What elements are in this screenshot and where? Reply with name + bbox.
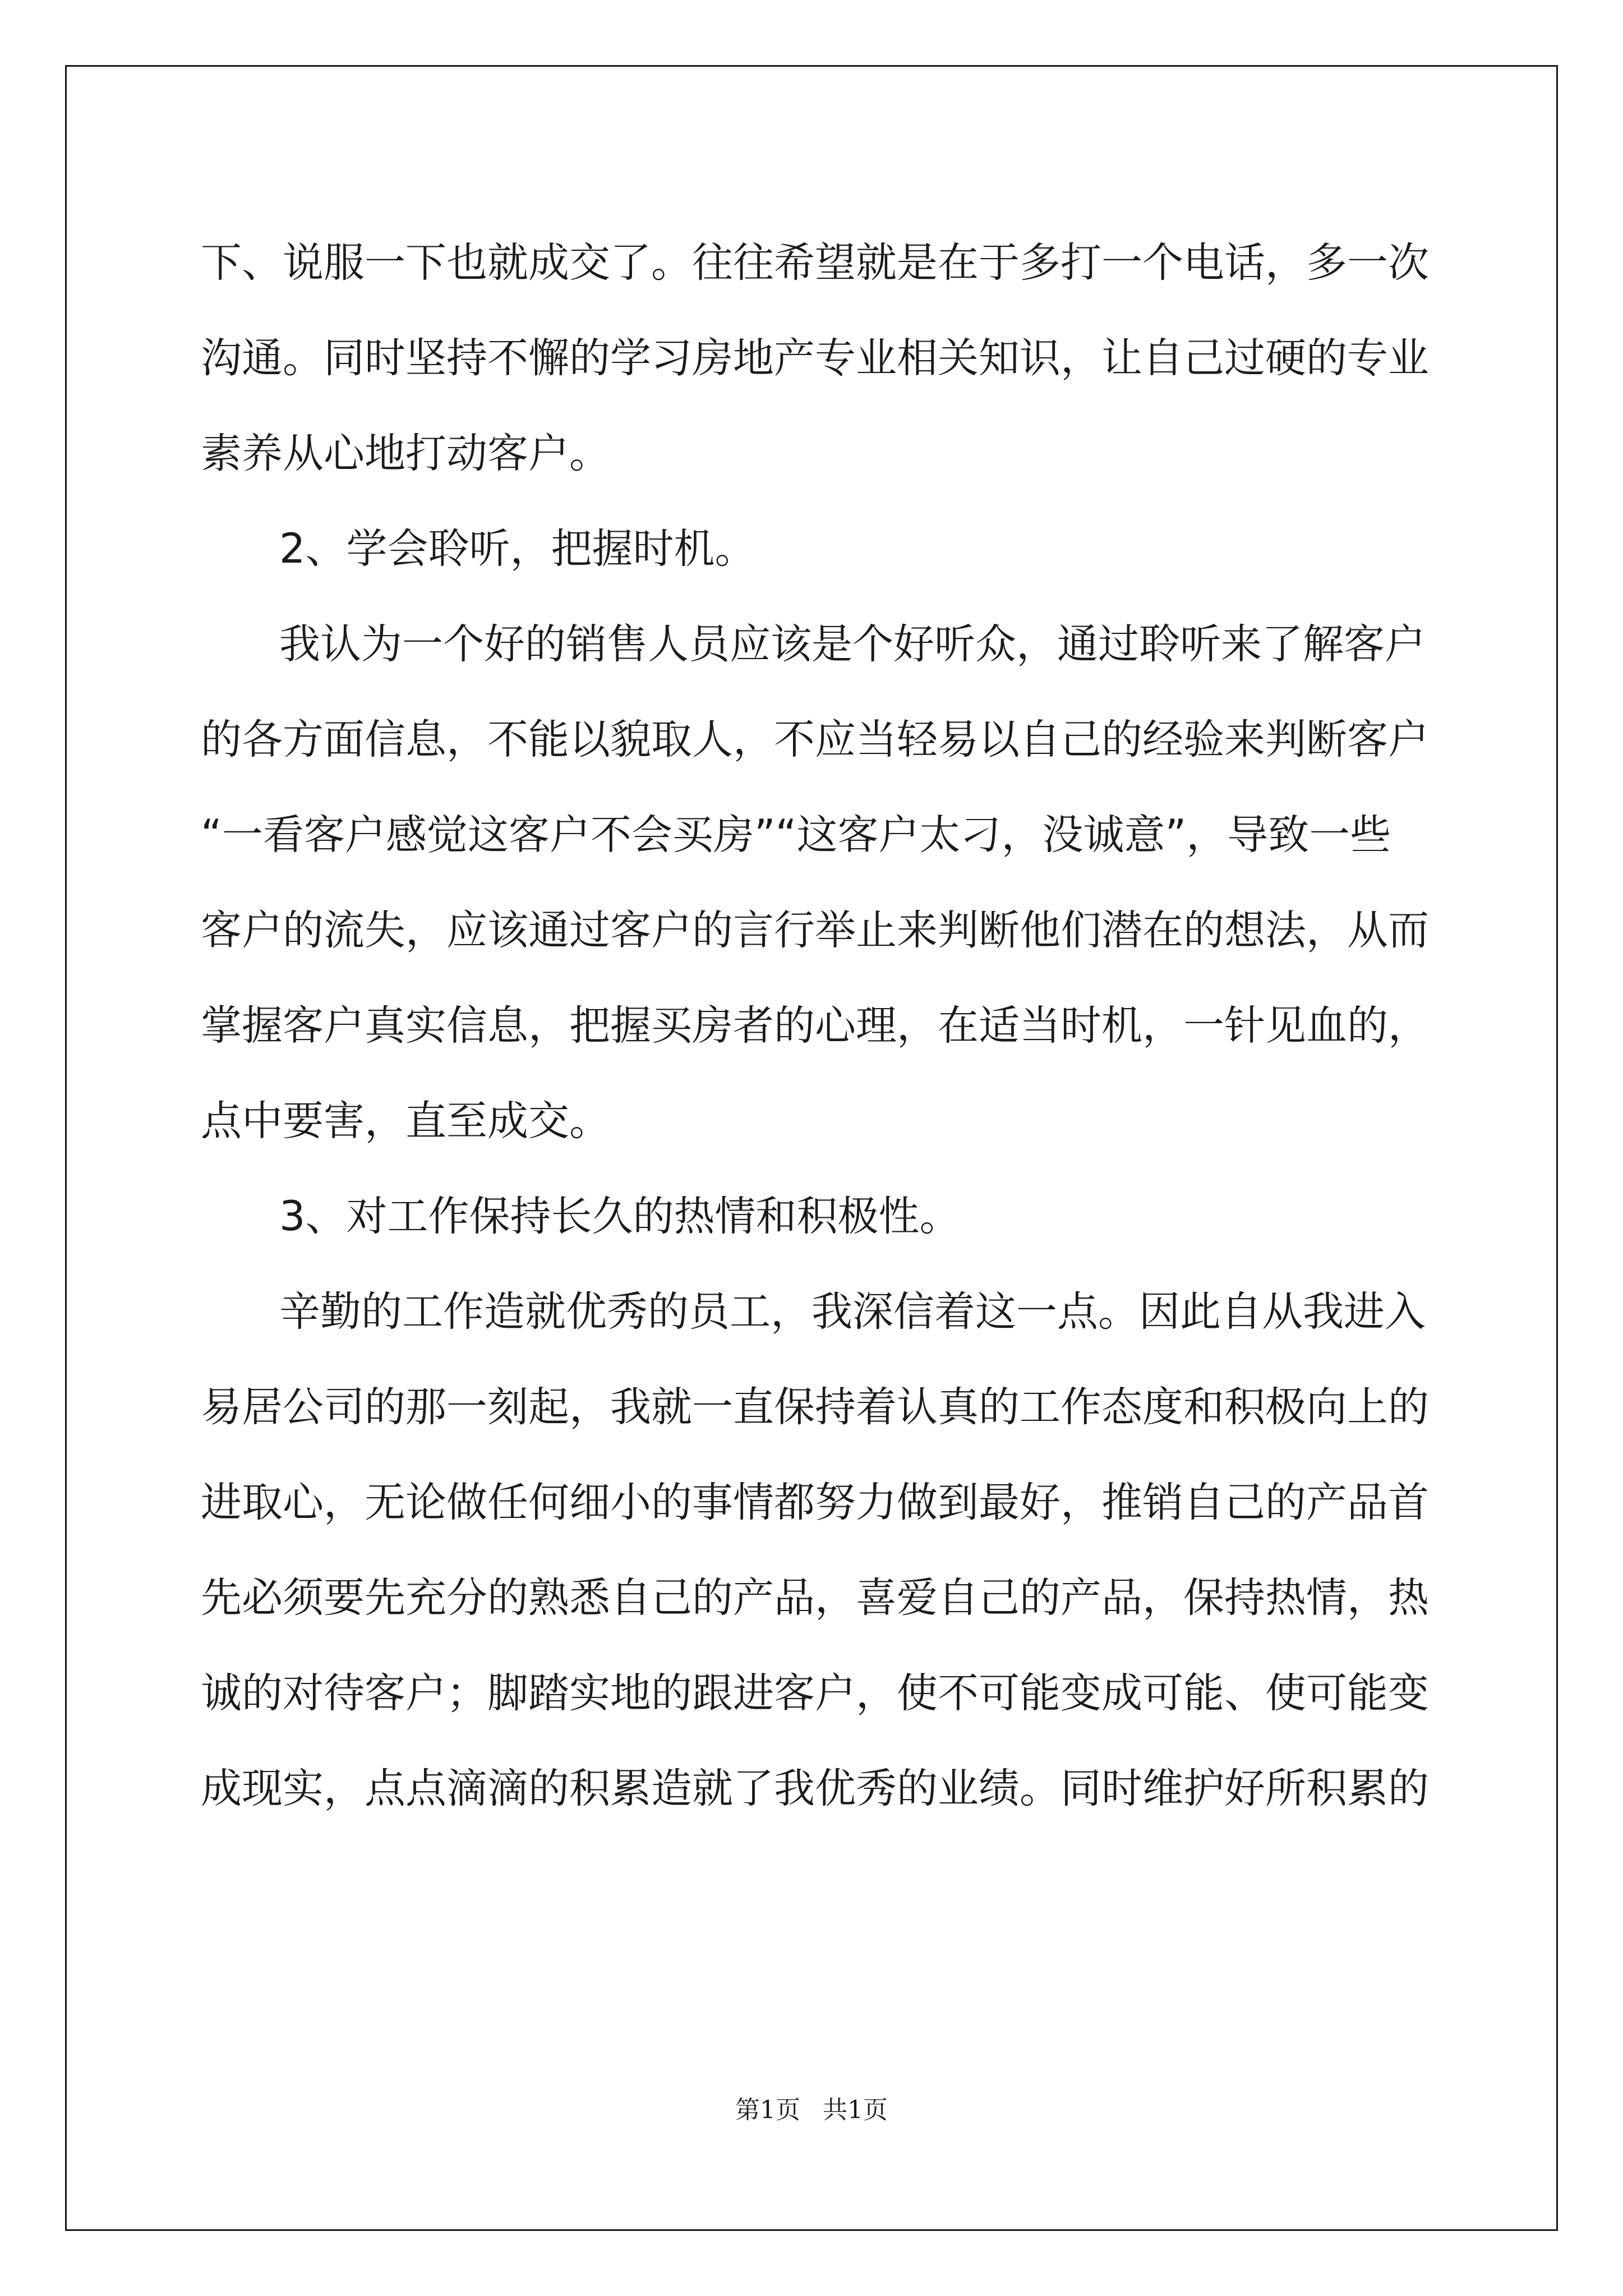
text-line-13: 易居公司的那一刻起，我就一直保持着认真的工作态度和积极向上的 bbox=[201, 1383, 1429, 1431]
text-line-17: 成现实，点点滴滴的积累造就了我优秀的业绩。同时维护好所积累的 bbox=[201, 1765, 1429, 1812]
page-number: 第1页 bbox=[735, 2096, 800, 2124]
page-total: 共1页 bbox=[823, 2096, 888, 2124]
text-line-12: 辛勤的工作造就优秀的员工，我深信着这一点。因此自从我进入 bbox=[279, 1288, 1426, 1336]
text-line-15: 先必须要先充分的熟悉自己的产品，喜爱自己的产品，保持热情，热 bbox=[201, 1574, 1429, 1622]
section-heading-3: 3、对工作保持长久的热情和积极性。 bbox=[279, 1193, 961, 1240]
text-line-7: “一看客户感觉这客户不会买房”“这客户太刁，没诚意”，导致一些 bbox=[201, 811, 1391, 859]
text-line-8: 客户的流失，应该通过客户的言行举止来判断他们潜在的想法，从而 bbox=[201, 907, 1429, 954]
text-line-9: 掌握客户真实信息，把握买房者的心理，在适当时机，一针见血的， bbox=[201, 1002, 1429, 1050]
text-line-1: 下、说服一下也就成交了。往往希望就是在于多打一个电话，多一次 bbox=[201, 239, 1429, 287]
text-line-6: 的各方面信息，不能以貌取人，不应当轻易以自己的经验来判断客户 bbox=[201, 716, 1429, 763]
text-line-2: 沟通。同时坚持不懈的学习房地产专业相关知识，让自己过硬的专业 bbox=[201, 334, 1429, 382]
page-footer bbox=[0, 2090, 1623, 2125]
section-heading-2: 2、学会聆听，把握时机。 bbox=[279, 525, 756, 573]
document-body bbox=[201, 215, 1435, 1837]
text-line-14: 进取心，无论做任何细小的事情都努力做到最好，推销自己的产品首 bbox=[201, 1479, 1429, 1526]
text-line-16: 诚的对待客户；脚踏实地的跟进客户，使不可能变成可能、使可能变 bbox=[201, 1669, 1429, 1717]
text-line-5: 我认为一个好的销售人员应该是个好听众，通过聆听来了解客户 bbox=[279, 620, 1426, 668]
text-line-10: 点中要害，直至成交。 bbox=[201, 1097, 610, 1145]
text-line-3: 素养从心地打动客户。 bbox=[201, 430, 610, 477]
